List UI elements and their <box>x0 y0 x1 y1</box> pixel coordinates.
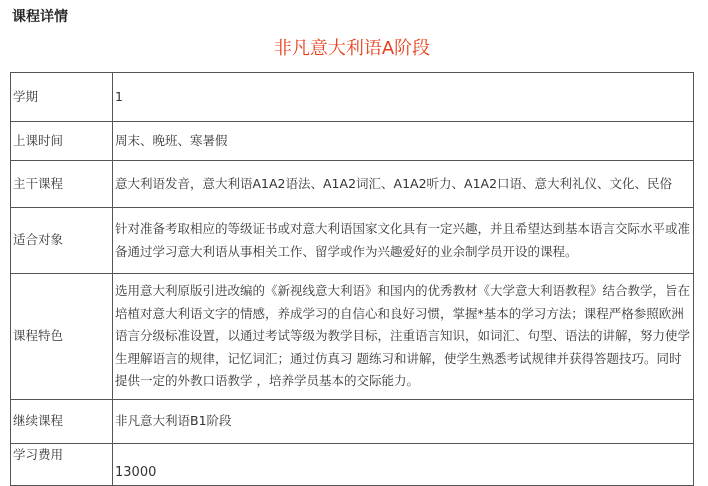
table-row-next-course <box>11 400 694 444</box>
row-value: 1 <box>113 73 694 122</box>
row-value: 意大利语发音，意大利语A1A2语法、A1A2词汇、A1A2听力、A1A2口语、意大利礼仪、文化、民俗 <box>113 161 694 208</box>
course-detail-table <box>10 72 694 486</box>
page-heading: 课程详情 <box>12 9 68 25</box>
row-label: 学习费用 <box>11 444 113 486</box>
row-label: 主干课程 <box>11 161 113 208</box>
table-row-schedule <box>11 122 694 161</box>
row-value: 非凡意大利语B1阶段 <box>113 400 694 444</box>
table-row-core-courses <box>11 161 694 208</box>
table-row-features <box>11 274 694 400</box>
row-value: 针对准备考取相应的等级证书或对意大利语国家文化具有一定兴趣，并且希望达到基本语言交际水平或准备通过学习意大利语从事相关工作、留学或作为兴趣爱好的业余制学员开设的课程。 <box>113 208 694 274</box>
fee-value: 13000 <box>115 465 157 480</box>
row-label: 课程特色 <box>11 274 113 400</box>
course-title: 非凡意大利语A阶段 <box>273 38 431 59</box>
row-label: 继续课程 <box>11 400 113 444</box>
row-value: 选用意大利原版引进改编的《新视线意大利语》和国内的优秀教材《大学意大利语教程》结合教学，旨在培植对意大利语文字的情感，养成学习的自信心和良好习惯，掌握*基本的学习方法；课程严格参照欧洲语言分级标准设置，以通过考试等级为教学目标，注重语言知识，如词汇、句型、语法的讲解，努力使学生理解语言的规律，记忆词汇；通过仿真习 题练习和讲解，使学生熟悉考试规律并获得答题技巧。同时提供一定的外教口语教学 ，培养学员基本的交际能力。 <box>113 274 694 400</box>
row-label: 学期 <box>11 73 113 122</box>
row-label: 适合对象 <box>11 208 113 274</box>
table-row-target-audience <box>11 208 694 274</box>
table-row-semester <box>11 73 694 122</box>
row-label: 上课时间 <box>11 122 113 161</box>
row-value: 周末、晚班、寒暑假 <box>113 122 694 161</box>
